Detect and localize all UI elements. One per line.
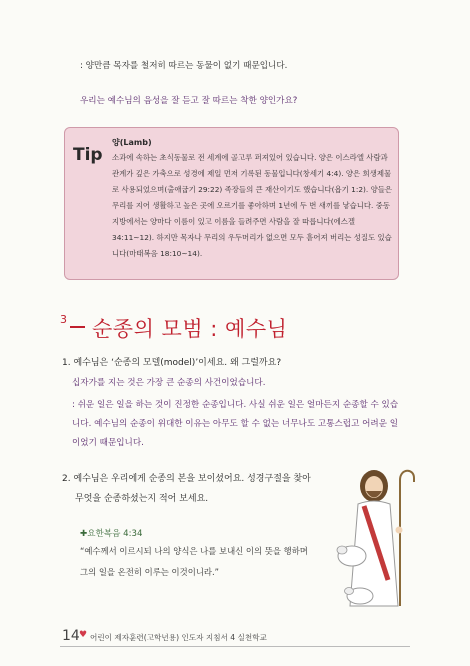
section-dash bbox=[70, 326, 85, 328]
tip-title: 양(Lamb) bbox=[112, 138, 152, 147]
page-number: 14 bbox=[62, 628, 80, 644]
tip-line: 34:11~12). 하지만 목자나 무리의 우두머리가 없으면 모두 흩어져 버리는 성질도 있습 bbox=[112, 233, 392, 242]
question-line: 우리는 예수님의 음성을 잘 듣고 잘 따르는 착한 양인가요? bbox=[80, 96, 298, 106]
verse-reference: ✚요한복음 4:34 bbox=[80, 529, 143, 539]
footer-divider bbox=[60, 646, 410, 647]
jesus-shepherd-illustration bbox=[330, 460, 420, 610]
answer-line: : 양만큼 목자를 철저히 따르는 동물이 없기 때문입니다. bbox=[80, 61, 288, 71]
q1-answer-line: 이었기 때문입니다. bbox=[72, 438, 144, 448]
tip-line: 관계가 깊은 가축으로 성경에 제일 먼저 기록된 동물입니다(창세기 4:4). 양은 희생제물 bbox=[112, 169, 392, 178]
question-2-line2: 무엇을 순종하셨는지 적어 보세요. bbox=[75, 494, 209, 504]
tip-line: 니다(마태복음 18:10~14). bbox=[112, 249, 203, 258]
question-2-line1: 2. 예수님은 우리에게 순종의 본을 보이셨어요. 성경구절을 찾아 bbox=[62, 474, 311, 484]
tip-line: 소과에 속하는 초식동물로 전 세계에 골고루 퍼져있어 있습니다. 양은 이스라엘 사람과 bbox=[112, 153, 388, 162]
verse-line-1: “예수께서 이르시되 나의 양식은 나를 보내신 이의 뜻을 행하며 bbox=[80, 546, 308, 556]
footer-text: 어린이 제자훈련(고학년용) 인도자 지침서 4 실천학교 bbox=[90, 633, 267, 642]
tip-line: 지방에서는 양마다 이름이 있고 이름을 들려주면 사람을 잘 따릅니다(에스겔 bbox=[112, 217, 356, 226]
q1-answer-line: : 쉬운 일은 일을 하는 것이 진정한 순종입니다. 사실 쉬운 일은 얼마든지 순종할 수 있습 bbox=[72, 400, 399, 410]
question-1: 1. 예수님은 ‘순종의 모델(model)’이세요. 왜 그럴까요? bbox=[62, 358, 282, 368]
section-number: 3 bbox=[60, 313, 67, 326]
heart-icon: ♥ bbox=[79, 630, 88, 640]
q1-answer-line: 십자가를 지는 것은 가장 큰 순종의 사건이었습니다. bbox=[72, 378, 266, 388]
tip-line: 무리를 지어 생활하고 높은 곳에 오르기를 좋아하며 1년에 두 번 새끼를 낳습니다. 중동 bbox=[112, 201, 390, 210]
q1-answer-line: 니다. 예수님의 순종이 위대한 이유는 아무도 할 수 없는 너무나도 고통스럽고 어려운 일 bbox=[72, 419, 399, 429]
section-title: 순종의 모범 : 예수님 bbox=[92, 317, 288, 341]
tip-label: Tip bbox=[73, 145, 103, 165]
verse-line-2: 그의 일을 온전히 이루는 이것이니라.” bbox=[80, 567, 220, 577]
tip-line: 로 사용되었으며(출애굽기 29:22) 족장들의 큰 재산이기도 했습니다(욥기 1:2). 양들은 bbox=[112, 185, 393, 194]
